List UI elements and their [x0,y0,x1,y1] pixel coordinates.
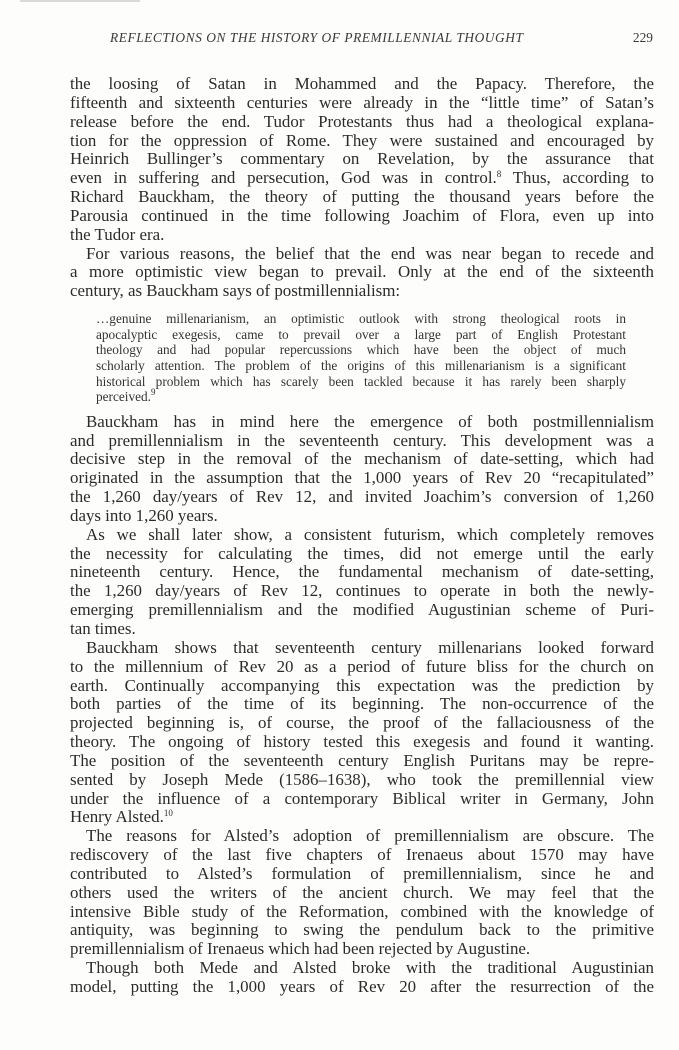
text-line: For various reasons, the belief that the end was near began to recede and [86,243,654,263]
footnote-marker[interactable]: 8 [496,169,502,180]
text-line: rediscovery of the last five chapters of Irenaeus about 1570 may have [70,845,654,865]
quote-line: apocalyptic exegesis, came to prevail over a large part of English Protestant [96,326,626,342]
text-line: others used the writers of the ancient church. We may feel that the [70,882,654,902]
text-line: fifteenth and sixteenth centuries were already in the “little time” of Satan’s [70,92,654,112]
text-line: intensive Bible study of the Reformation, combined with the knowledge of [70,901,654,921]
text-line: contributed to Alsted’s formulation of premillennialism, since he and [70,863,654,883]
text-line: to the millennium of Rev 20 as a period of future bliss for the church on [70,656,654,676]
text-line: Bauckham shows that seventeenth century millenarians looked forward [86,637,654,657]
quote-line: scholarly attention. The problem of the origins of this millenarianism is a significant [96,357,626,373]
body-text [70,75,654,997]
text-line: sented by Joseph Mede (1586–1638), who took the premillennial view [70,769,654,789]
text-line: Richard Bauckham, the theory of putting the thousand years before the [70,187,654,207]
text-line: the 1,260 day/years of Rev 12, and invited Joachim’s conversion of 1,260 [70,487,654,507]
text-line: tan times. [70,618,136,638]
text-line: nineteenth century. Hence, the fundamental mechanism of date-setting, [70,562,654,582]
paragraph-2 [70,245,654,302]
block-quote [96,311,626,405]
text-line: The reasons for Alsted’s adoption of premillennialism are obscure. The [86,826,654,846]
text-line: under the influence of a contemporary Biblical writer in Germany, John [70,788,654,808]
text-line: earth. Continually accompanying this expectation was the prediction by [70,675,654,695]
page-edge-shadow [20,0,140,2]
text-line: days into 1,260 years. [70,505,218,525]
paragraph-1 [70,75,654,245]
text-line: Henry Alsted.$^{10}$ [70,807,173,827]
text-line: release before the end. Tudor Protestants thus had a theological explana- [70,111,654,131]
quote-line: perceived.$^9$ [96,387,156,405]
text-line: even in suffering and persecution, God was in control.$^8$ Thus, according to [70,168,654,188]
text-line: Though both Mede and Alsted broke with the traditional Augustinian [86,958,654,978]
text-line: Heinrich Bullinger’s commentary on Revelation, by the assurance that [70,149,654,169]
paragraph-3 [70,413,654,526]
text-line: tion for the oppression of Rome. They were sustained and encouraged by [70,130,654,150]
quote-line: theology and had popular repercussions which have been the object of much [96,342,626,358]
text-line: Parousia continued in the time following Joachim of Flora, even up into [70,205,654,225]
text-line: a more optimistic view began to prevail. Only at the end of the sixteenth [70,262,654,282]
footnote-marker[interactable]: 10 [163,808,173,819]
text-line: the 1,260 day/years of Rev 12, continues to operate in both the newly- [70,581,654,601]
paragraph-6 [70,827,654,959]
text-line: Bauckham has in mind here the emergence of both postmillennialism [86,411,654,431]
paragraph-4 [70,526,654,639]
text-line: antiquity, was beginning to swing the pendulum back to the primitive [70,920,654,940]
text-line: emerging premillennialism and the modified Augustinian scheme of Puri- [70,600,654,620]
text-line: century, as Bauckham says of postmillennialism: [70,281,401,301]
quote-line: …genuine millenarianism, an optimistic outlook with strong theological roots in [96,311,626,327]
page-number: 229 [632,30,653,45]
text-line: originated in the assumption that the 1,000 years of Rev 20 “recapitulated” [70,468,654,488]
text-line: the Tudor era. [70,224,165,244]
text-line: both parties of the time of its beginning. The non-occurrence of the [70,694,654,714]
text-line: model, putting the 1,000 years of Rev 20 after the resurrection of the [70,977,654,996]
footnote-marker[interactable]: 9 [151,387,156,398]
text-line: and premillennialism in the seventeenth century. This development was a [70,430,654,450]
text-line: premillennialism of Irenaeus which had been rejected by Augustine. [70,939,531,959]
text-line: decisive step in the removal of the mechanism of date-setting, which had [70,449,654,469]
text-line: theory. The ongoing of history tested this exegesis and found it wanting. [70,732,654,752]
paragraph-7 [70,959,654,997]
running-head [110,30,653,46]
quote-line: historical problem which has scarely been tackled because it has rarely been sharply [96,373,626,389]
paragraph-5 [70,639,654,827]
text-line: the loosing of Satan in Mohammed and the Papacy. Therefore, the [70,74,654,93]
running-title: REFLECTIONS ON THE HISTORY OF PREMILLENNIAL THOUGHT [110,30,524,45]
text-line: As we shall later show, a consistent futurism, which completely removes [86,524,654,544]
text-line: the necessity for calculating the times, did not emerge until the early [70,543,654,563]
text-line: projected beginning is, of course, the proof of the fallaciousness of the [70,713,654,733]
text-line: The position of the seventeenth century English Puritans may be repre- [70,750,654,770]
